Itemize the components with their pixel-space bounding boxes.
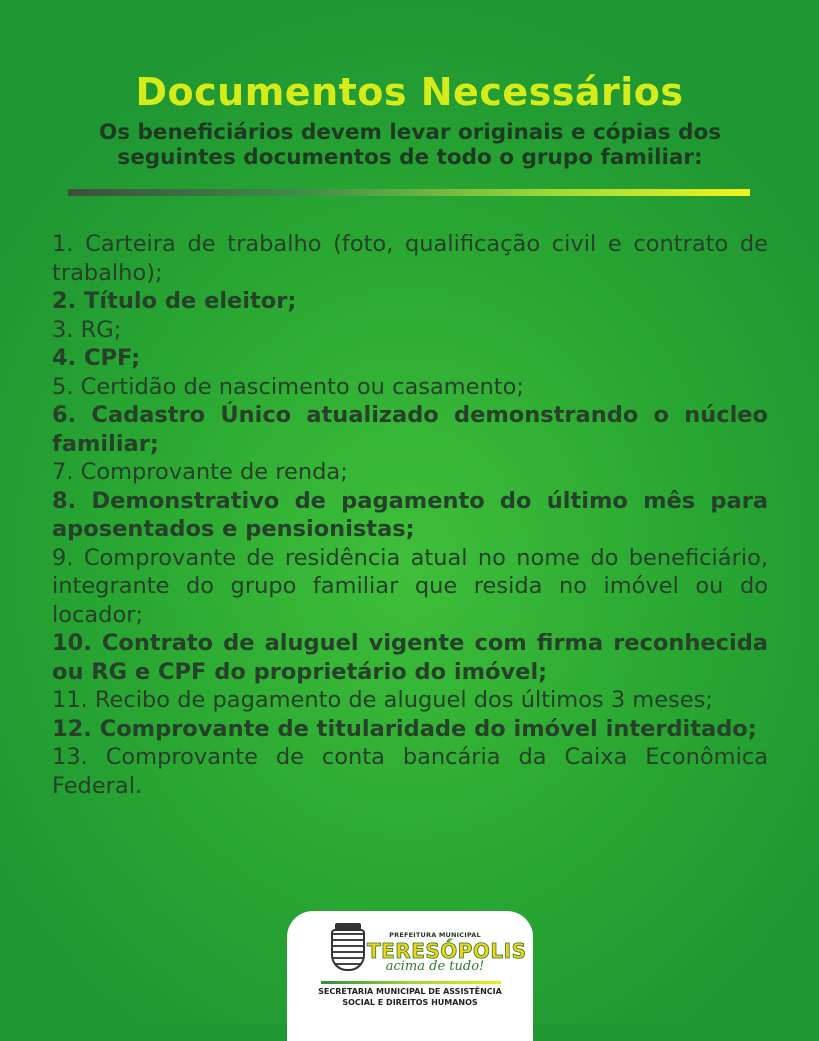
list-item: 7. Comprovante de renda; (52, 459, 348, 485)
divider-bar (68, 189, 750, 196)
logo-slogan: acima de tudo! (385, 959, 485, 974)
page-subtitle (60, 120, 760, 170)
logo-city: TERESÓPOLIS (367, 939, 527, 963)
subtitle-line-2: seguintes documentos de todo o grupo familiar: (117, 145, 703, 170)
list-item: 11. Recibo de pagamento de aluguel dos últimos 3 meses; (52, 687, 713, 713)
list-item: 9. Comprovante de residência atual no nome do beneficiário, integrante do grupo familiar que resida no imóvel ou do locador; (52, 544, 768, 628)
secretaria-line-2: SOCIAL E DIREITOS HUMANOS (342, 998, 478, 1007)
city-crest-icon (331, 929, 365, 971)
list-item: 3. RG; (52, 316, 122, 343)
list-item: 4. CPF; (52, 345, 141, 371)
list-item: 8. Demonstrativo de pagamento do último mês para aposentados e pensionistas; (52, 487, 768, 542)
list-item: 10. Contrato de aluguel vigente com firma reconhecida ou RG e CPF do proprietário do imóvel; (52, 630, 768, 685)
documents-list (52, 230, 768, 800)
list-item: 1. Carteira de trabalho (foto, qualificação civil e contrato de trabalho); (52, 231, 768, 286)
list-item: 13. Comprovante de conta bancária da Caixa Econômica Federal. (52, 744, 768, 799)
subtitle-line-1: Os beneficiários devem levar originais e cópias dos (98, 120, 722, 145)
logo-divider (321, 981, 501, 984)
list-item: 6. Cadastro Único atualizado demonstrando o núcleo familiar; (52, 402, 768, 457)
secretaria-line-1: SECRETARIA MUNICIPAL DE ASSISTÊNCIA (318, 987, 502, 996)
list-item: 2. Título de eleitor; (52, 288, 297, 314)
list-item: 5. Certidão de nascimento ou casamento; (52, 373, 524, 400)
logo-card (287, 911, 533, 1041)
page-title: Documentos Necessários (135, 70, 684, 114)
list-item: 12. Comprovante de titularidade do imóvel interditado; (52, 715, 757, 742)
logo-secretaria (297, 986, 523, 1008)
logo-prefeitura: PREFEITURA MUNICIPAL (389, 931, 481, 939)
